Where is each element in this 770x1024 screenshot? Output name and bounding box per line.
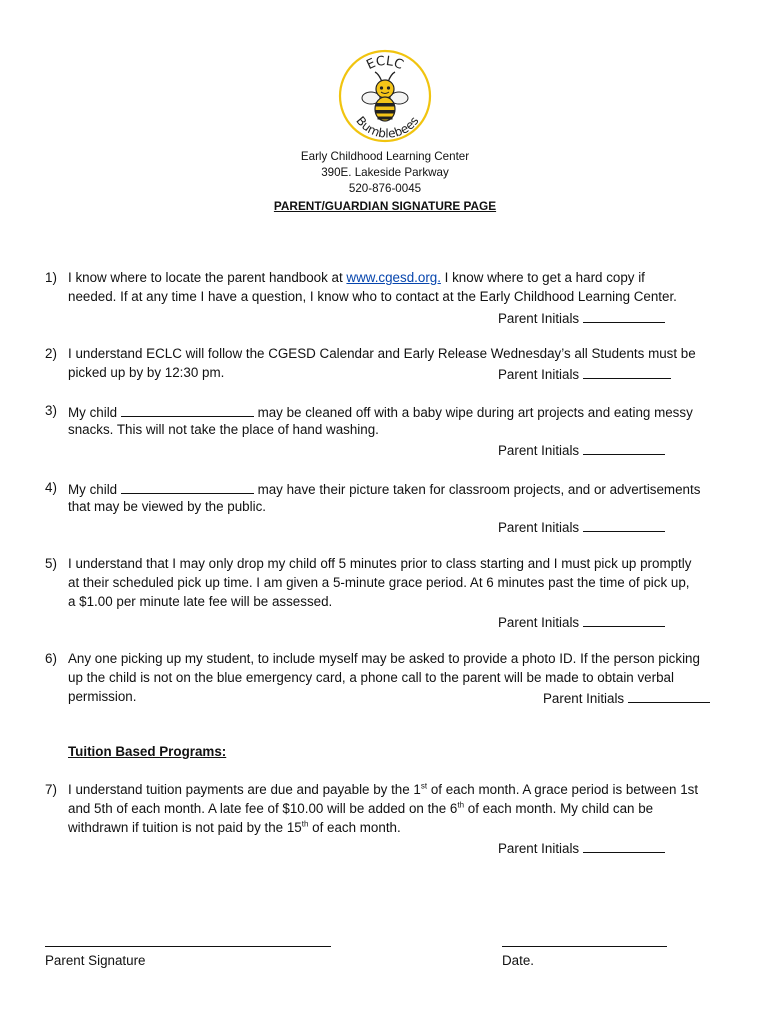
bumblebee-logo-icon [338,48,432,144]
item-7-sup-2: th [457,800,465,810]
item-5-line-3: a $1.00 per minute late fee will be assessed. [68,594,333,609]
item-7-line-2 [68,801,653,816]
item-6-line-3: permission. [68,689,137,704]
child-name-field-2[interactable] [121,480,254,494]
parent-signature-label: Parent Signature [45,953,146,968]
item-number: 7) [45,782,57,797]
agreement-item-4 [45,480,735,540]
parent-initials-1 [498,309,665,326]
item-1-line-1 [68,270,645,285]
item-6-line-1: Any one picking up my student, to include myself may be asked to provide a photo ID. If the person picking [68,651,700,666]
item-5-line-1: I understand that I may only drop my child off 5 minutes prior to class starting and I must pick up promptly [68,556,692,571]
initials-label: Parent Initials [543,691,625,706]
item-2-line-2: picked up by by 12:30 pm. [68,365,225,380]
item-number: 5) [45,556,57,571]
page-title: PARENT/GUARDIAN SIGNATURE PAGE [273,199,497,213]
initials-field-6[interactable] [628,689,710,703]
initials-label: Parent Initials [498,443,580,458]
item-7-text-1b: of each month. A grace period is between 1st [427,782,699,797]
item-2-line-1: I understand ECLC will follow the CGESD Calendar and Early Release Wednesday’s all Students must be [68,346,696,361]
date-line[interactable] [502,946,667,947]
item-3-text-a: My child [68,405,121,420]
agreement-item-6 [45,651,735,711]
parent-initials-6 [543,689,710,706]
item-1-text-b: I know where to get a hard copy if [440,270,645,285]
initials-field-1[interactable] [583,309,665,323]
initials-field-7[interactable] [583,839,665,853]
parent-signature-line[interactable] [45,946,331,947]
initials-field-4[interactable] [583,518,665,532]
initials-field-3[interactable] [583,441,665,455]
org-phone: 520-876-0045 [348,182,422,195]
parent-initials-3 [498,441,665,458]
initials-label: Parent Initials [498,311,580,326]
item-4-text-b: may have their picture taken for classroom projects, and or advertisements [253,482,701,497]
item-7-text-1a: I understand tuition payments are due and payable by the 1 [68,782,421,797]
item-1-text-a: I know where to locate the parent handbook at [68,270,347,285]
initials-label: Parent Initials [498,520,580,535]
item-7-text-2b: of each month. My child can be [464,801,654,816]
logo-top-text: ECLC [364,53,406,74]
item-3-text-b: may be cleaned off with a baby wipe during art projects and eating messy [253,405,693,420]
item-4-text-a: My child [68,482,121,497]
handbook-link[interactable]: www.cgesd.org. [346,270,441,285]
tuition-heading: Tuition Based Programs: [68,744,227,759]
item-3-line-1 [68,403,693,420]
item-7-text-3a: withdrawn if tuition is not paid by the 15 [68,820,302,835]
parent-initials-2 [498,365,671,382]
item-number: 6) [45,651,57,666]
parent-initials-5 [498,613,665,630]
item-4-line-1 [68,480,700,497]
item-number: 3) [45,403,57,418]
org-name: Early Childhood Learning Center [300,150,470,163]
item-3-line-2: snacks. This will not take the place of hand washing. [68,422,379,437]
item-7-line-1 [68,782,698,797]
item-number: 2) [45,346,57,361]
parent-initials-7 [498,839,665,856]
agreement-item-2 [45,346,735,386]
parent-initials-4 [498,518,665,535]
item-number: 4) [45,480,57,495]
item-7-sup-1: st [420,781,428,791]
agreement-item-7 [45,782,735,862]
item-5-line-2: at their scheduled pick up time. I am given a 5-minute grace period. At 6 minutes past the time of pick up, [68,575,690,590]
initials-label: Parent Initials [498,367,580,382]
initials-label: Parent Initials [498,841,580,856]
logo-bottom-text: Bumblebees [353,113,422,141]
item-7-sup-3: th [301,819,309,829]
item-number: 1) [45,270,57,285]
item-1-line-2: needed. If at any time I have a question, I know who to contact at the Early Childhood Learning Center. [68,289,677,304]
initials-field-5[interactable] [583,613,665,627]
agreement-item-3 [45,403,735,463]
child-name-field-1[interactable] [121,403,254,417]
org-address: 390E. Lakeside Parkway [321,166,449,179]
agreement-item-5 [45,556,735,636]
initials-label: Parent Initials [498,615,580,630]
item-7-text-2a: and 5th of each month. A late fee of $10.00 will be added on the 6 [68,801,458,816]
item-4-line-2: that may be viewed by the public. [68,499,266,514]
item-7-text-3b: of each month. [308,820,401,835]
item-7-line-3 [68,820,401,835]
item-6-line-2: up the child is not on the blue emergency card, a phone call to the parent will be made to obtain verbal [68,670,674,685]
agreement-item-1 [45,270,735,330]
initials-field-2[interactable] [583,365,671,379]
date-label: Date. [502,953,535,968]
